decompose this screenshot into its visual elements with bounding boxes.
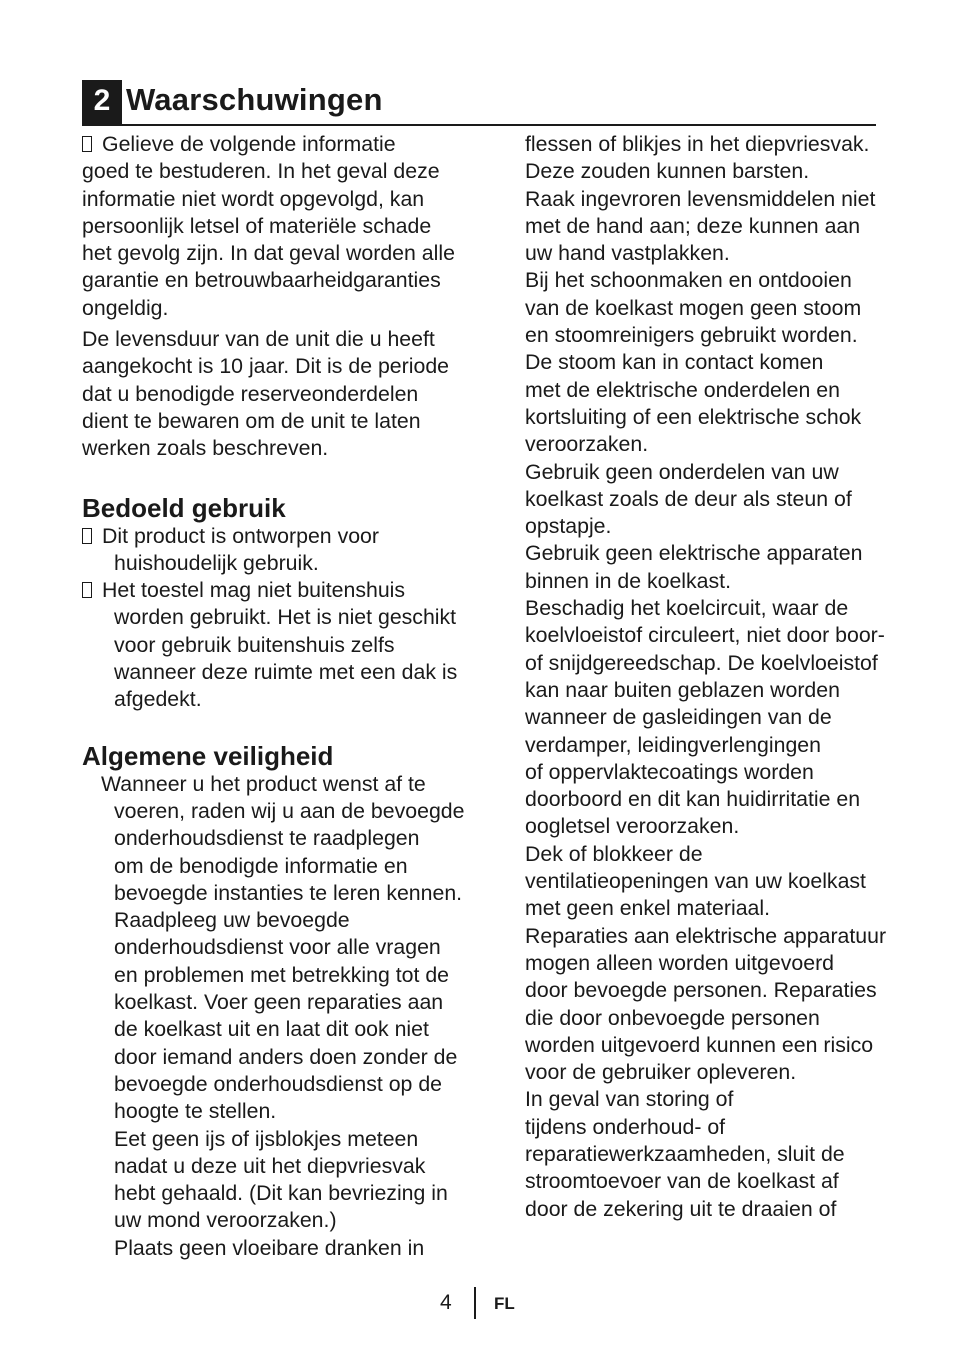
lifetime-paragraph: De levensduur van de unit die u heeft aangekocht is 10 jaar. Dit is de periode dat u benodigde reserveonderdelen dient te bewaren om de unit te laten werken zoals beschreven. bbox=[82, 327, 450, 461]
chapter-number: 2 bbox=[82, 80, 122, 124]
left-column bbox=[82, 131, 482, 1262]
language-code: FL bbox=[494, 1294, 515, 1313]
general-safety-heading: Algemene veiligheid bbox=[82, 740, 334, 771]
bullet-box-icon bbox=[82, 582, 92, 598]
intended-use-bullet-1: Dit product is ontworpen voor huishoudelijk gebruik. bbox=[82, 523, 482, 578]
right-column bbox=[525, 131, 885, 1223]
intended-use-heading: Bedoeld gebruik bbox=[82, 492, 286, 523]
chapter-title: Waarschuwingen bbox=[126, 82, 383, 117]
general-safety-paragraph: Wanneer u het product wenst af te voeren, raden wij u aan de bevoegde onderhoudsdienst te raadplegen om de benodigde informatie en bevoegde instanties te leren kennen. Raadpleeg uw bevoegde onderhoudsdienst voor alle vragen en problemen met betrekking tot de koelkast. Voer geen reparaties aan de koelkast uit en laat dit ook niet door iemand anders doen zonder de bevoegde onderhoudsdienst op de hoogte te stellen. Eet geen ijs of ijsblokjes meteen nadat u deze uit het diepvriesvak hebt gehaald. (Dit kan bevriezing in uw mond veroorzaken.) Plaats geen vloeibare dranken in bbox=[101, 771, 465, 1260]
right-column-text: flessen of blikjes in het diepvriesvak. Deze zouden kunnen barsten. Raak ingevroren levensmiddelen niet met de hand aan; deze kunnen aan uw hand vastplakken. Bij het schoonmaken en ontdooien van de koelkast mogen geen stoom en stoomreinigers gebruikt worden. De stoom kan in contact komen met de elektrische onderdelen en kortsluiting of een elektrische schok veroorzaken. Gebruik geen onderdelen van uw koelkast zoals de deur als steun of opstapje. Gebruik geen elektrische apparaten binnen in de koelkast. Beschadig het koelcircuit, waar de koelvloeistof circuleert, niet door boor- of snijdgereedschap. De koelvloeistof kan naar buiten geblazen worden wanneer de gasleidingen van de verdamper, leidingverlengingen of oppervlaktecoatings worden doorboord en dit kan huidirritatie en oogletsel veroorzaken. Dek of blokkeer de ventilatieopeningen van uw koelkast met geen enkel materiaal. Reparaties aan elektrische apparatuur mogen alleen worden uitgevoerd door bevoegde personen. Reparaties die door onbevoegde personen worden uitgevoerd kunnen een risico voor de gebruiker opleveren. In geval van storing of tijdens onderhoud- of reparatiewerkzaamheden, sluit de stroomtoevoer van de koelkast af door de zekering uit te draaien of bbox=[525, 132, 887, 1221]
chapter-header bbox=[82, 80, 876, 126]
page-number: 4 bbox=[440, 1291, 452, 1314]
intro-paragraph: Gelieve de volgende informatie goed te bestuderen. In het geval deze informatie niet wordt opgevolgd, kan persoonlijk letsel of materiële schade het gevolg zijn. In dat geval worden alle garantie en betrouwbaarheidgaranties ongeldig. bbox=[82, 132, 455, 320]
intended-use-bullet-2: Het toestel mag niet buitenshuis worden gebruikt. Het is niet geschikt voor gebruik buitenshuis zelfs wanneer deze ruimte met een dak is afgedekt. bbox=[82, 577, 482, 713]
bullet-box-icon bbox=[82, 136, 92, 152]
footer-divider bbox=[474, 1287, 476, 1319]
bullet-box-icon bbox=[82, 528, 92, 544]
